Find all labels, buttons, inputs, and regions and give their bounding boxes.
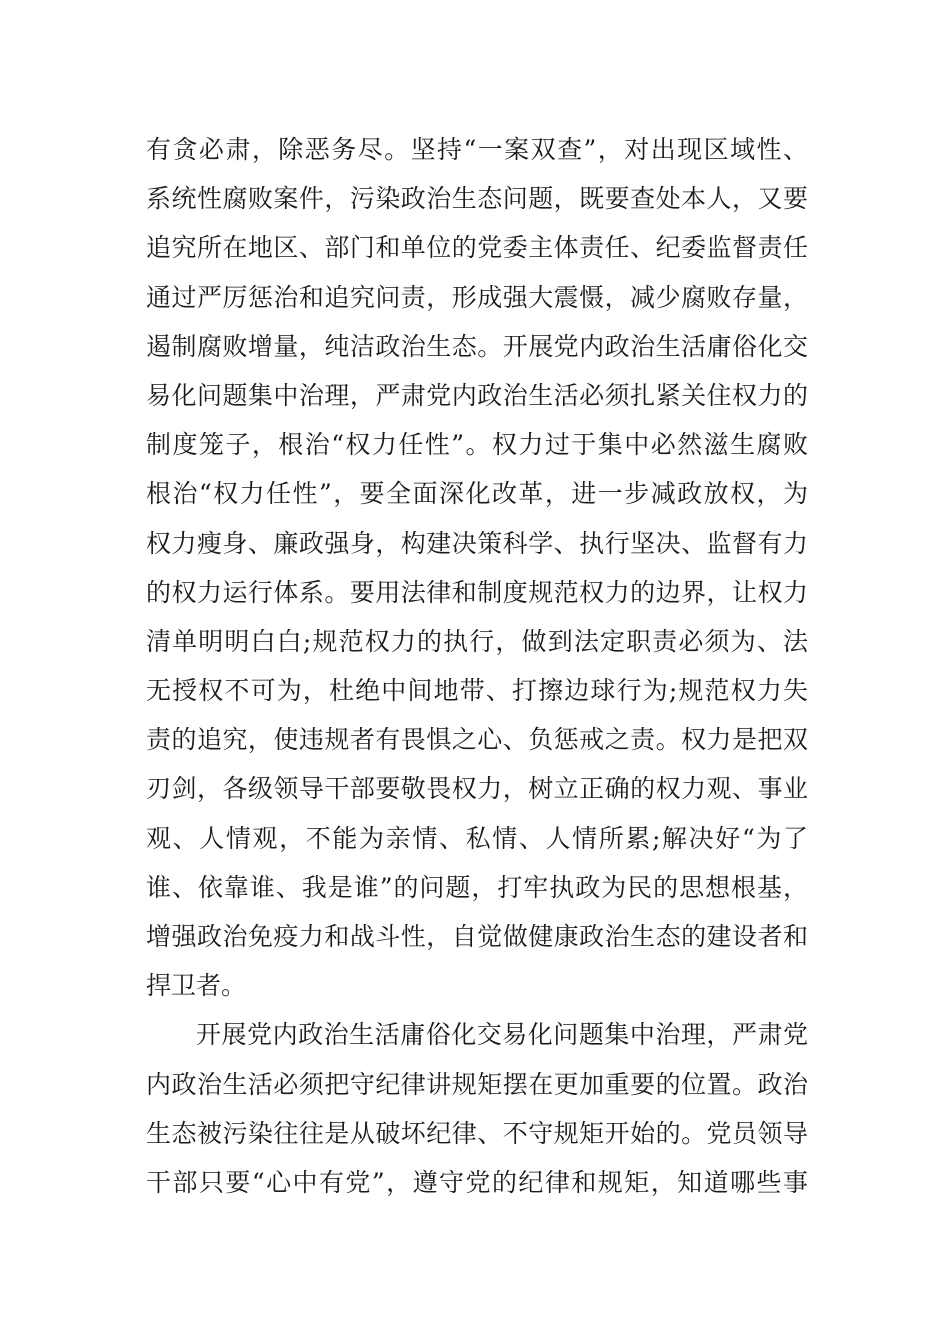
text-line: 通过严厉惩治和追究问责，形成强大震慑，减少腐败存量， [146, 282, 808, 312]
text-line: 干部只要“心中有党”，遵守党的纪律和规矩，知道哪些事 [146, 1167, 808, 1197]
text-line: 观、人情观，不能为亲情、私情、人情所累;解决好“为了 [146, 823, 808, 853]
text-line: 开展党内政治生活庸俗化交易化问题集中治理，严肃党 [196, 1020, 808, 1050]
text-line: 制度笼子，根治“权力任性”。权力过于集中必然滋生腐败 [146, 430, 808, 460]
text-line: 追究所在地区、部门和单位的党委主体责任、纪委监督责任 [146, 233, 808, 263]
text-line: 刃剑，各级领导干部要敬畏权力，树立正确的权力观、事业 [146, 774, 808, 804]
text-line: 的权力运行体系。要用法律和制度规范权力的边界，让权力 [146, 577, 808, 607]
text-line: 内政治生活必须把守纪律讲规矩摆在更加重要的位置。政治 [146, 1069, 808, 1099]
text-line: 清单明明白白;规范权力的执行，做到法定职责必须为、法 [146, 626, 808, 656]
text-line: 权力瘦身、廉政强身，构建决策科学、执行坚决、监督有力 [146, 528, 808, 558]
text-line: 捍卫者。 [146, 971, 247, 1001]
text-line: 谁、依靠谁、我是谁”的问题，打牢执政为民的思想根基， [146, 872, 808, 902]
text-line: 有贪必肃，除恶务尽。坚持“一案双查”，对出现区域性、 [146, 135, 808, 164]
text-line: 系统性腐败案件，污染政治生态问题，既要查处本人，又要 [146, 184, 808, 214]
text-line: 遏制腐败增量，纯洁政治生态。开展党内政治生活庸俗化交 [146, 331, 808, 361]
text-line: 无授权不可为，杜绝中间地带、打擦边球行为;规范权力失 [146, 676, 808, 706]
text-line: 易化问题集中治理，严肃党内政治生活必须扎紧关住权力的 [146, 380, 808, 410]
text-line: 增强政治免疫力和战斗性，自觉做健康政治生态的建设者和 [146, 922, 808, 951]
text-line: 生态被污染往往是从破坏纪律、不守规矩开始的。党员领导 [146, 1118, 808, 1148]
text-line: 责的追究，使违规者有畏惧之心、负惩戒之责。权力是把双 [146, 725, 808, 755]
text-line: 根治“权力任性”，要全面深化改革，进一步减政放权，为 [146, 479, 808, 509]
body-text [146, 125, 808, 1207]
